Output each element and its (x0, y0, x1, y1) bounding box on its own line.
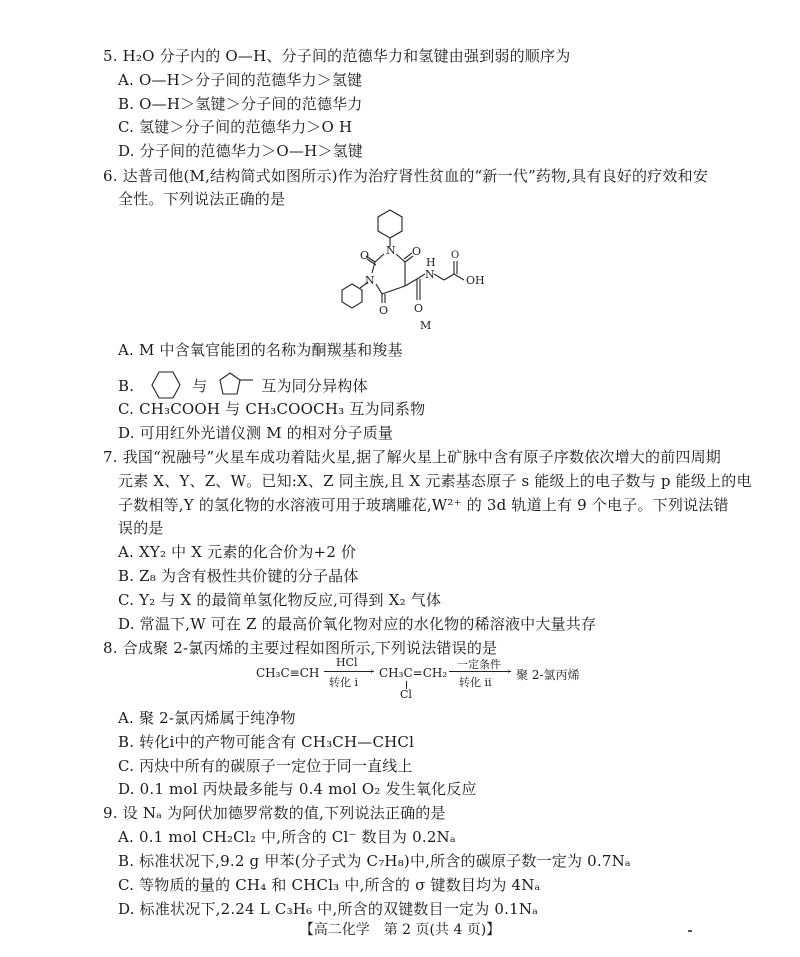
q6-option-b-text: 互为同分异构体 (261, 377, 368, 395)
scheme-step-1: 转化 ⅰ (329, 676, 359, 689)
q8-option-b: B. 转化ⅰ中的产物可能含有 CH₃CH—CHCl (118, 733, 415, 751)
q5-option-c: C. 氢键＞分子间的范德华力＞O H (118, 118, 353, 136)
q8-option-c: C. 丙炔中所有的碳原子一定位于同一直线上 (118, 757, 413, 775)
o-atom-1: O (360, 249, 370, 262)
q7-option-b: B. Z₈ 为含有极性共价键的分子晶体 (118, 567, 359, 585)
structure-label-m: M (420, 319, 432, 332)
q7-option-d: D. 常温下,W 可在 Z 的最高价氧化物对应的水化物的稀溶液中大量共存 (118, 615, 597, 633)
scan-mark (688, 930, 692, 932)
n-atom-left: N (365, 274, 375, 287)
o-atom-4: O (414, 302, 424, 315)
scheme-reagent-conditions: 一定条件 (457, 658, 501, 671)
o-atom-3: O (379, 304, 389, 317)
q6-option-d: D. 可用红外光谱仪测 M 的相对分子质量 (118, 424, 394, 442)
page-footer: 【高二化学 第 2 页(共 4 页)】 (299, 922, 501, 938)
synthesis-scheme (256, 656, 586, 702)
q9-option-b: B. 标准状况下,9.2 g 甲苯(分子式为 C₇H₈)中,所含的碳原子数一定为 0.7Nₐ (118, 852, 631, 870)
oh-group: OH (466, 274, 485, 287)
cyclohexane-icon (149, 370, 183, 400)
scheme-reagent-hcl: HCl (336, 656, 358, 669)
n-atom-top: N (386, 244, 396, 257)
q6-option-b (118, 370, 800, 400)
q7-option-a: A. XY₂ 中 X 元素的化合价为+2 价 (118, 543, 357, 561)
q6-stem-line1: 6. 达普司他(M,结构简式如图所示)作为治疗肾性贫血的“新一代”药物,具有良好的疗效和安 (103, 167, 709, 185)
q6-option-a: A. M 中含氧官能团的名称为酮羰基和羧基 (118, 341, 403, 359)
q7-stem-line4: 误的是 (118, 519, 164, 537)
scheme-step-2: 转化 ⅱ (459, 676, 492, 689)
q7-stem-line1: 7. 我国“祝融号”火星车成功着陆火星,据了解火星上矿脉中含有原子序数依次增大的前四周期 (103, 448, 721, 466)
scheme-arrow-2 (449, 671, 511, 672)
q5-option-b: B. O—H＞氢键＞分子间的范德华力 (118, 95, 363, 113)
q6-option-b-connector: 与 (192, 377, 208, 395)
o-atom-2: O (412, 245, 422, 258)
q5-stem: 5. H₂O 分子内的 O—H、分子间的范德华力和氢键由强到弱的顺序为 (103, 47, 571, 65)
q8-option-d: D. 0.1 mol 丙炔最多能与 0.4 mol O₂ 发生氧化反应 (118, 780, 477, 798)
nh-n-atom: N (425, 268, 435, 281)
scheme-cl-atom: Cl (400, 688, 412, 701)
scheme-arrow-1-head: › (370, 667, 374, 677)
carboxyl-o: O (451, 250, 460, 261)
q9-stem: 9. 设 Nₐ 为阿伏加德罗常数的值,下列说法正确的是 (103, 804, 446, 822)
q7-stem-line2: 元素 X、Y、Z、W。已知:X、Z 同主族,且 X 元素基态原子 s 能级上的电子数与 p 能级上的电 (118, 472, 752, 490)
q5-option-a: A. O—H＞分子间的范德华力＞氢键 (118, 71, 363, 89)
scheme-arrow-1 (324, 671, 374, 672)
q8-option-a: A. 聚 2-氯丙烯属于纯净物 (118, 709, 296, 727)
q9-option-d: D. 标准状况下,2.24 L C₃H₆ 中,所含的双键数目一定为 0.1Nₐ (118, 900, 539, 918)
q8-stem: 8. 合成聚 2-氯丙烯的主要过程如图所示,下列说法错误的是 (103, 639, 498, 657)
scheme-product: 聚 2-氯丙烯 (516, 668, 580, 682)
q5-option-d: D. 分子间的范德华力＞O—H＞氢键 (118, 142, 364, 160)
q6-option-c: C. CH₃COOH 与 CH₃COOCH₃ 互为同系物 (118, 400, 426, 418)
q7-stem-line3: 子数相等,Y 的氢化物的水溶液可用于玻璃雕花,W²⁺ 的 3d 轨道上有 9 个电子。下列说法错 (118, 496, 729, 514)
q6-stem-line2: 全性。下列说法正确的是 (118, 190, 286, 208)
q7-option-c: C. Y₂ 与 X 的最简单氢化物反应,可得到 X₂ 气体 (118, 591, 442, 609)
nh-h-atom: H (426, 256, 436, 269)
scheme-intermediate: CH₃C=CH₂ (379, 666, 448, 680)
methylcyclopentane-icon (216, 370, 256, 400)
scheme-arrow-2-head: › (507, 667, 511, 677)
q6-option-b-letter: B. (118, 377, 135, 395)
q9-option-a: A. 0.1 mol CH₂Cl₂ 中,所含的 Cl⁻ 数目为 0.2Nₐ (118, 828, 456, 846)
q9-option-c: C. 等物质的量的 CH₄ 和 CHCl₃ 中,所含的 σ 键数目均为 4Nₐ (118, 876, 541, 894)
scheme-start-propyne: CH₃C≡CH (256, 666, 320, 680)
daprodustat-structure (330, 206, 530, 336)
